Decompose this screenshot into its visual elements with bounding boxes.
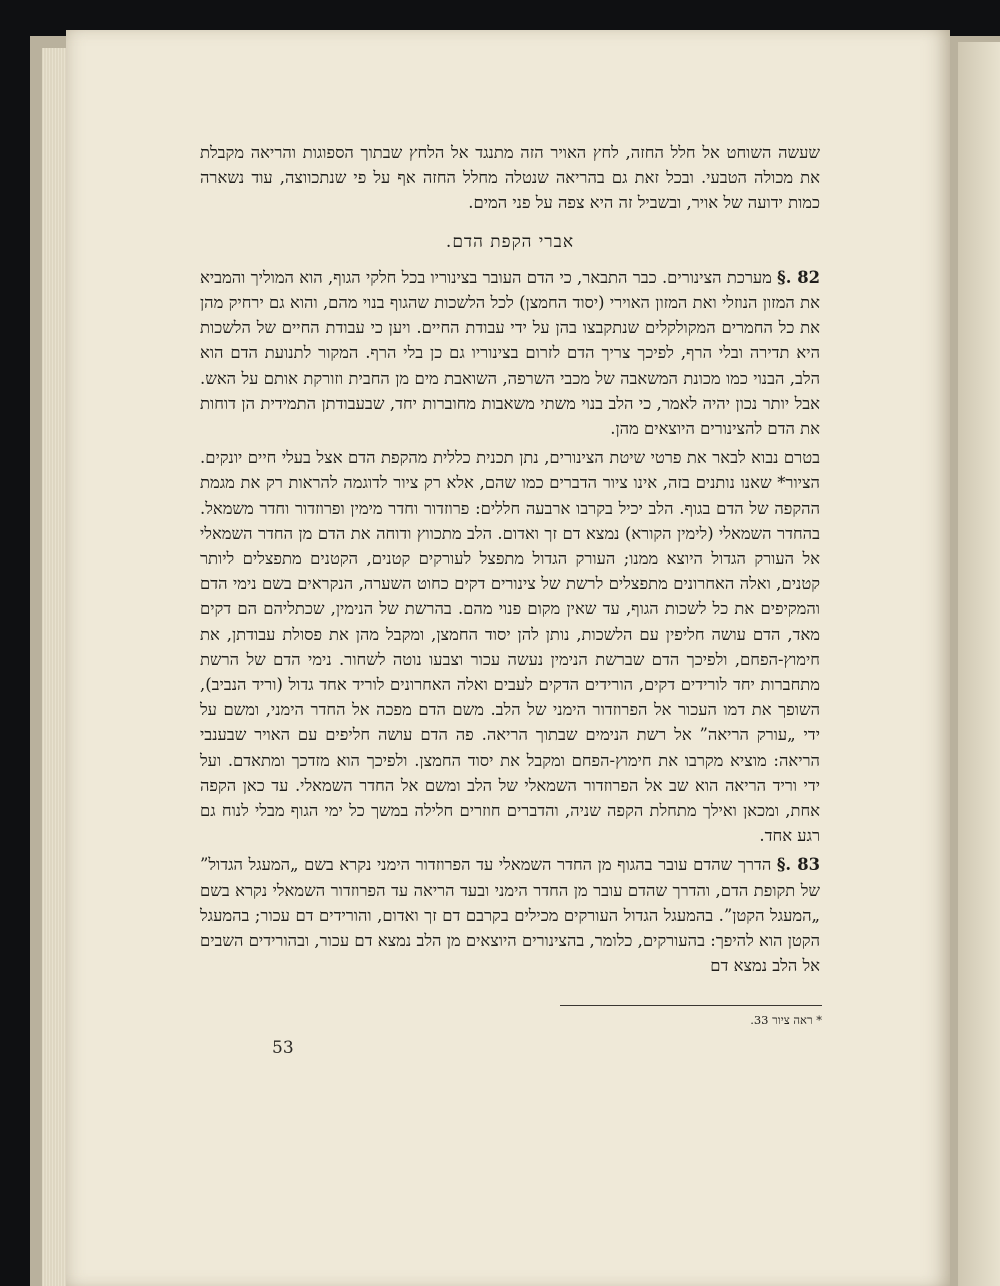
section-heading: אברי הקפת הדם. (445, 231, 575, 252)
section-83-text: הדרך שהדם עובר בהגוף מן החדר השמאלי עד הפרוזדור הימני נקרא בשם „המעגל הגדול” של תקופת הדם, והדרך שהדם עובר מן החדר הימני ובעד הריאה עד הפרוזדור השמאלי נקרא בשם „המעגל הקטן”. בהמעגל הגדול העורקים מכילים בקרבם דם זך ואדום, והורידים דם עכור; בהמעגל הקטן הוא להיפך: בהעורקים, כלומר, בהצינורים היוצאים מן הלב נמצא דם עכור, ובהורידים השבים אל הלב נמצא דם (200, 855, 820, 976)
section-82-number: 82 .§ (777, 267, 821, 287)
page-text (200, 140, 820, 979)
footnote: * ראה ציור 33. (750, 1013, 822, 1027)
paragraph-top: שעשה השוחט אל חלל החזה, לחץ האויר הזה מתנגד אל הלחץ שבתוך הספוגות והריאה מקבלת את מכולה הטבעי. ובכל זאת גם בהריאה שנטלה מחלל החזה אף על פי שנתכווצה, עוד נשארה כמות ידועה של אויר, ובשביל זה היא צפה על פני המים. (200, 143, 820, 213)
section-82-text: מערכת הצינורים. כבר התבאר, כי הדם העובר בצינוריו בכל חלקי הגוף, הוא המוליך והמביא את המזון הנוזלי ואת המזון האוירי (יסוד החמצן) לכל הלשכות שהגוף בנוי מהם, והוא גם ירחיק מהן את כל החמרים המקולקלים שנתקבצו בהן על ידי עבודת החיים. ויען כי עבודת החיים של הלשכות היא תדירה ובלי הרף, לפיכך צריך הדם לזרום בצינוריו גם כן בלי הרף. המקור לתנועת הדם הוא הלב, הבנוי כמו מכונת המשאבה של מכבי השרפה, השואבת מים מן החבית וזורקת אותם על האש. אבל יותר נכון יהיה לאמר, כי הלב בנוי משתי משאבות מחוברות יחד, שבעבודתן התמידית הן דוחות את הדם להצינורים היוצאים מהן. (200, 267, 820, 439)
section-83-number: 83 .§ (776, 855, 820, 875)
footnote-rule (560, 1005, 822, 1006)
section-82 (200, 265, 820, 441)
next-page-edge (958, 42, 1000, 1286)
section-83 (200, 852, 820, 978)
paragraph-circulation: בטרם נבוא לבאר את פרטי שיטת הצינורים, נתן תכנית כללית מהקפת הדם אצל בעלי חיים יונקים. הציור* שאנו נותנים בזה, אינו ציור הדברים כמו שהם, אלא רק ציור לדוגמה להראות רק את מגמת ההקפה של הדם בגוף. הלב יכיל בקרבו ארבעה חללים: פרוזדור וחדר מימין ופרוזדור וחדר משמאל. בהחדר השמאלי (לימין הקורא) נמצא דם זך ואדום. הלב מתכווץ ודוחה את הדם מן החדר השמאלי אל העורק הגדול היוצא ממנו; העורק הגדול מתפצל לעורקים קטנים, הקטנים מתפצלים ליותר קטנים, ואלה האחרונים מתפצלים לרשת של צינורים דקים כחוט השערה, הנקראים בשם נימי הדם והמקיפים את כל לשכות הגוף, עד שאין מקום פנוי מהם. בהרשת של הנימין, שכתליהם הם דקים מאד, הדם עושה חליפין עם הלשכות, נותן להן יסוד החמצן, ומקבל מהן את פסולת עבודתן, את חימוץ-הפחם, ולפיכך הדם שברשת הנימין נעשה עכור וצבעו נוטה לשחור. נימי הדם של הרשת מתחברות יחד לורידים דקים, הורידים הדקים לעבים ואלה האחרונים לוריד אחד גדול (וריד הנביב), השופך את דמו העכור אל הפרוזדור הימני של הלב. משם הדם מפכה אל החדר הימני, ומשם על ידי „עורק הריאה” אל רשת הנימים שבתוך הריאה. פה הדם עושה חליפים עם האויר שבענבי הריאה: מוציא מקרבו את חימוץ-הפחם ומקבל את יסוד החמצן. ולפיכך הוא מזדכך ומתאדם. ועל ידי וריד הריאה הוא שב אל הפרוזדור השמאלי של הלב ומשם אל החדר השמאלי. עד כאן הקפה אחת, ומכאן ואילך מתחלת הקפה שניה, והדברים חוזרים חלילה במשך כל ימי הגוף מבלי לנוח גם רגע אחד. (200, 448, 820, 846)
page-number: 53 (272, 1038, 294, 1058)
